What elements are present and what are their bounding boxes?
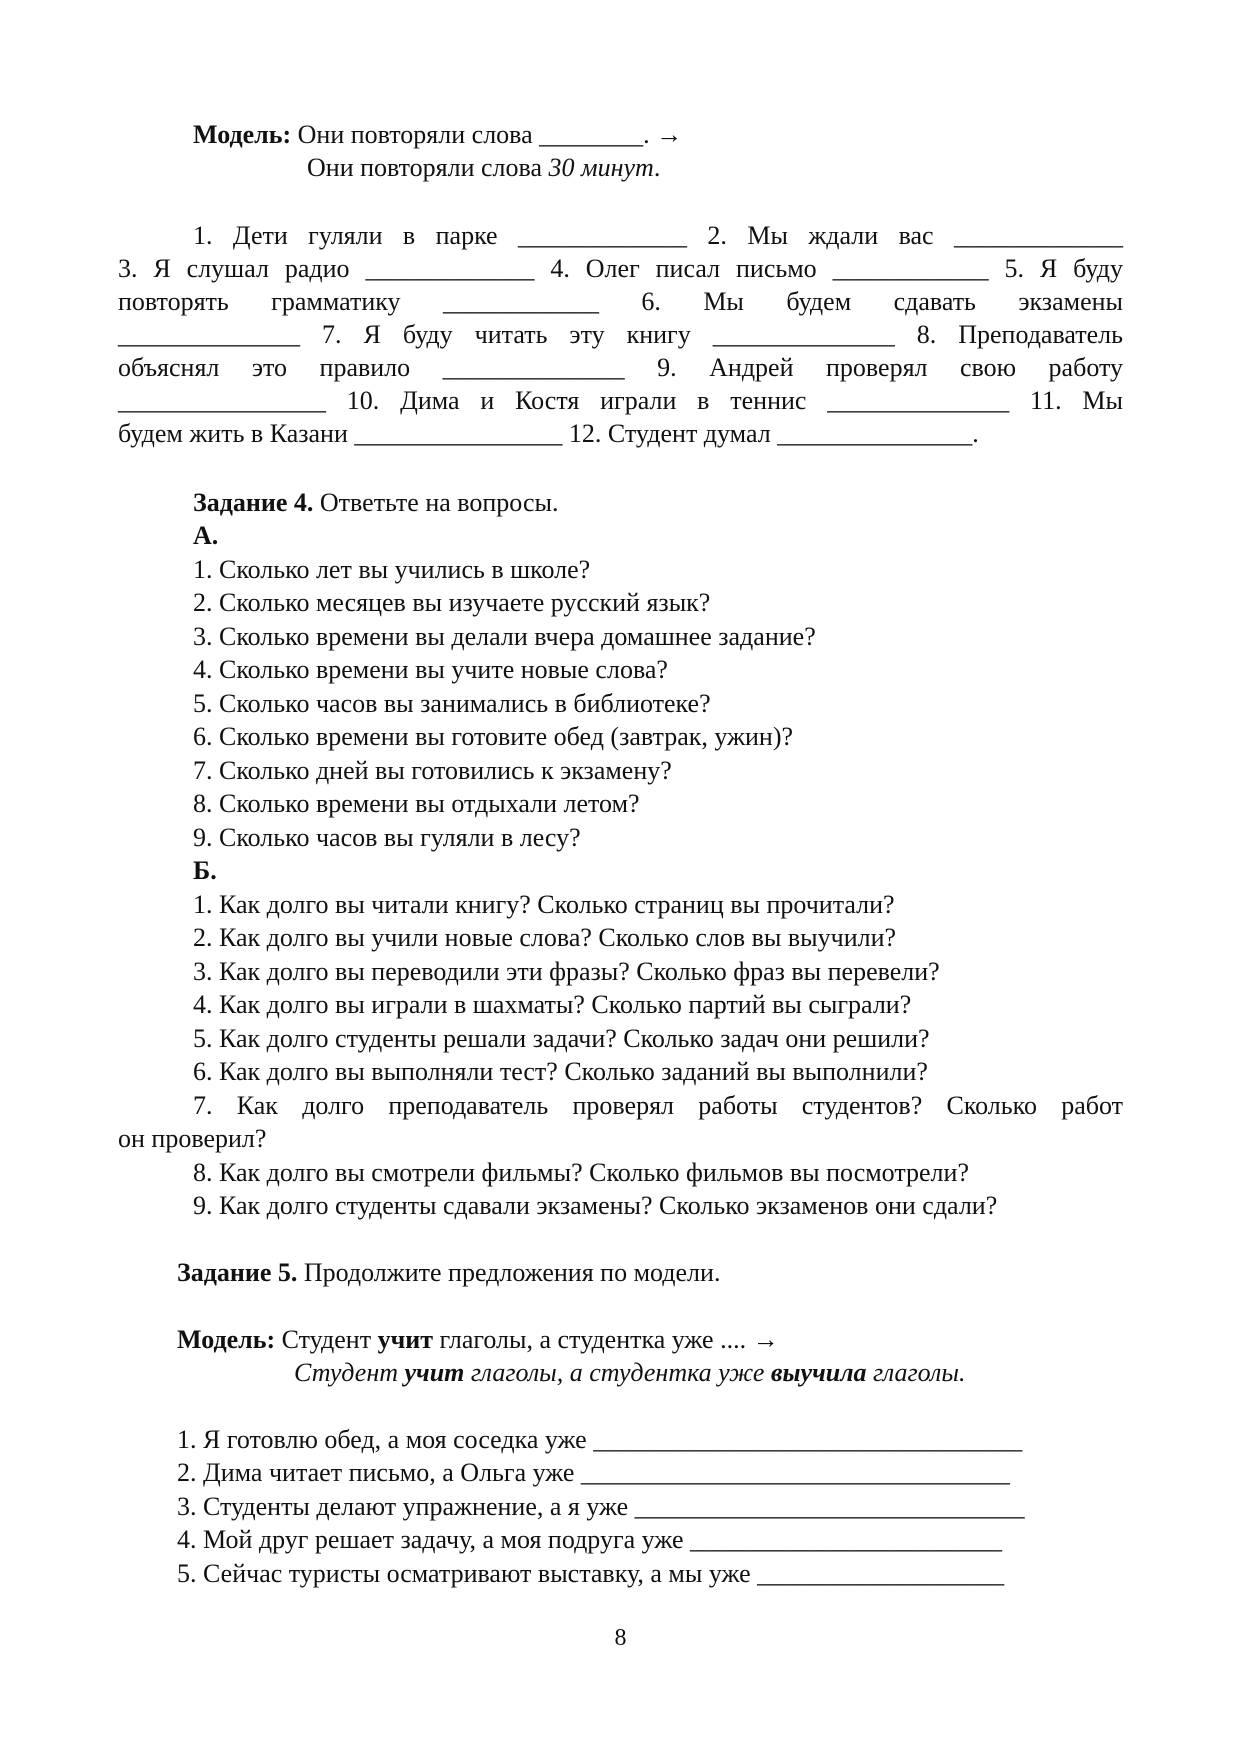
model1-answer-prefix: Они повторяли слова bbox=[307, 153, 549, 182]
task5-model-answer bbox=[294, 1358, 965, 1388]
question-b-3: 3. Как долго вы переводили эти фразы? Сколько фраз вы перевели? bbox=[193, 957, 940, 986]
exercise-line-2: 3. Я слушал радио _____________ 4. Олег писал письмо ____________ 5. Я буду bbox=[118, 254, 1123, 283]
section-a-label bbox=[193, 521, 218, 551]
task5-heading bbox=[177, 1258, 720, 1288]
question-a-5: 5. Сколько часов вы занимались в библиотеке? bbox=[193, 689, 711, 718]
task5-item-2: 2. Дима читает письмо, а Ольга уже _________________________________ bbox=[177, 1458, 1010, 1487]
question-a-1: 1. Сколько лет вы учились в школе? bbox=[193, 555, 591, 584]
section-b-text: Б. bbox=[193, 856, 217, 885]
question-a-3: 3. Сколько времени вы делали вчера домашнее задание? bbox=[193, 622, 816, 651]
task5-model-bold: учит bbox=[377, 1325, 433, 1354]
model1-answer-suffix: . bbox=[653, 153, 661, 182]
exercise-line-6: ________________ 10. Дима и Костя играли в теннис ______________ 11. Мы bbox=[118, 386, 1123, 415]
question-b-1: 1. Как долго вы читали книгу? Сколько страниц вы прочитали? bbox=[193, 890, 895, 919]
task4-heading bbox=[193, 488, 558, 518]
task4-instruction: Ответьте на вопросы. bbox=[319, 488, 559, 517]
question-a-8: 8. Сколько времени вы отдыхали летом? bbox=[193, 789, 640, 818]
question-b-9: 9. Как долго студенты сдавали экзамены? Сколько экзаменов они сдали? bbox=[193, 1191, 998, 1220]
question-b-8: 8. Как долго вы смотрели фильмы? Сколько фильмов вы посмотрели? bbox=[193, 1158, 969, 1187]
question-a-4: 4. Сколько времени вы учите новые слова? bbox=[193, 655, 668, 684]
question-b-7-cont: он проверил? bbox=[118, 1124, 267, 1153]
page-number: 8 bbox=[614, 1625, 627, 1651]
task5-answer-part1: Студент bbox=[294, 1358, 405, 1387]
task5-answer-bold2: выучила bbox=[770, 1358, 867, 1387]
section-b-label bbox=[193, 856, 217, 886]
task5-answer-part2: глаголы, а студентка уже bbox=[464, 1358, 771, 1387]
task5-answer-bold1: учит bbox=[404, 1358, 465, 1387]
task5-item-1: 1. Я готовлю обед, а моя соседка уже _________________________________ bbox=[177, 1425, 1023, 1454]
question-b-5: 5. Как долго студенты решали задачи? Сколько задач они решили? bbox=[193, 1024, 930, 1053]
task5-item-5: 5. Сейчас туристы осматривают выставку, а мы уже ___________________ bbox=[177, 1559, 1005, 1588]
question-a-9: 9. Сколько часов вы гуляли в лесу? bbox=[193, 823, 581, 852]
exercise-line-4: ______________ 7. Я буду читать эту книгу ______________ 8. Преподаватель bbox=[118, 320, 1123, 349]
exercise-line-3: повторять грамматику ____________ 6. Мы будем сдавать экзамены bbox=[118, 287, 1123, 316]
task5-item-3: 3. Студенты делают упражнение, а я уже ______________________________ bbox=[177, 1492, 1025, 1521]
task5-instruction: Продолжите предложения по модели. bbox=[303, 1258, 721, 1287]
model1-answer bbox=[307, 153, 660, 183]
question-a-2: 2. Сколько месяцев вы изучаете русский язык? bbox=[193, 588, 711, 617]
task5-model bbox=[177, 1325, 779, 1355]
exercise-line-1: 1. Дети гуляли в парке _____________ 2. Мы ждали вас _____________ bbox=[193, 221, 1123, 250]
task4-label: Задание 4. bbox=[193, 488, 314, 517]
task5-item-4: 4. Мой друг решает задачу, а моя подруга уже ________________________ bbox=[177, 1525, 1002, 1554]
model1-answer-italic: 30 минут bbox=[548, 153, 654, 182]
question-b-7: 7. Как долго преподаватель проверял работы студентов? Сколько работ bbox=[193, 1091, 1123, 1120]
model1-line bbox=[193, 120, 682, 150]
section-a-text: А. bbox=[193, 521, 219, 550]
task5-model-part1: Студент bbox=[281, 1325, 378, 1354]
question-b-6: 6. Как долго вы выполняли тест? Сколько заданий вы выполнили? bbox=[193, 1057, 928, 1086]
task5-answer-part3: глаголы. bbox=[866, 1358, 966, 1387]
model1-sentence: Они повторяли слова ________. → bbox=[297, 120, 683, 149]
task5-model-part2: глаголы, а студентка уже .... → bbox=[433, 1325, 779, 1354]
model1-label: Модель: bbox=[193, 120, 292, 149]
task5-label: Задание 5. bbox=[177, 1258, 298, 1287]
exercise-line-5: объяснял это правило ______________ 9. Андрей проверял свою работу bbox=[118, 353, 1123, 382]
question-a-6: 6. Сколько времени вы готовите обед (завтрак, ужин)? bbox=[193, 722, 794, 751]
question-a-7: 7. Сколько дней вы готовились к экзамену? bbox=[193, 756, 672, 785]
question-b-4: 4. Как долго вы играли в шахматы? Сколько партий вы сыграли? bbox=[193, 990, 912, 1019]
question-b-2: 2. Как долго вы учили новые слова? Сколько слов вы выучили? bbox=[193, 923, 897, 952]
exercise-line-7: будем жить в Казани ________________ 12. Студент думал _______________. bbox=[118, 419, 979, 448]
task5-model-label: Модель: bbox=[177, 1325, 276, 1354]
